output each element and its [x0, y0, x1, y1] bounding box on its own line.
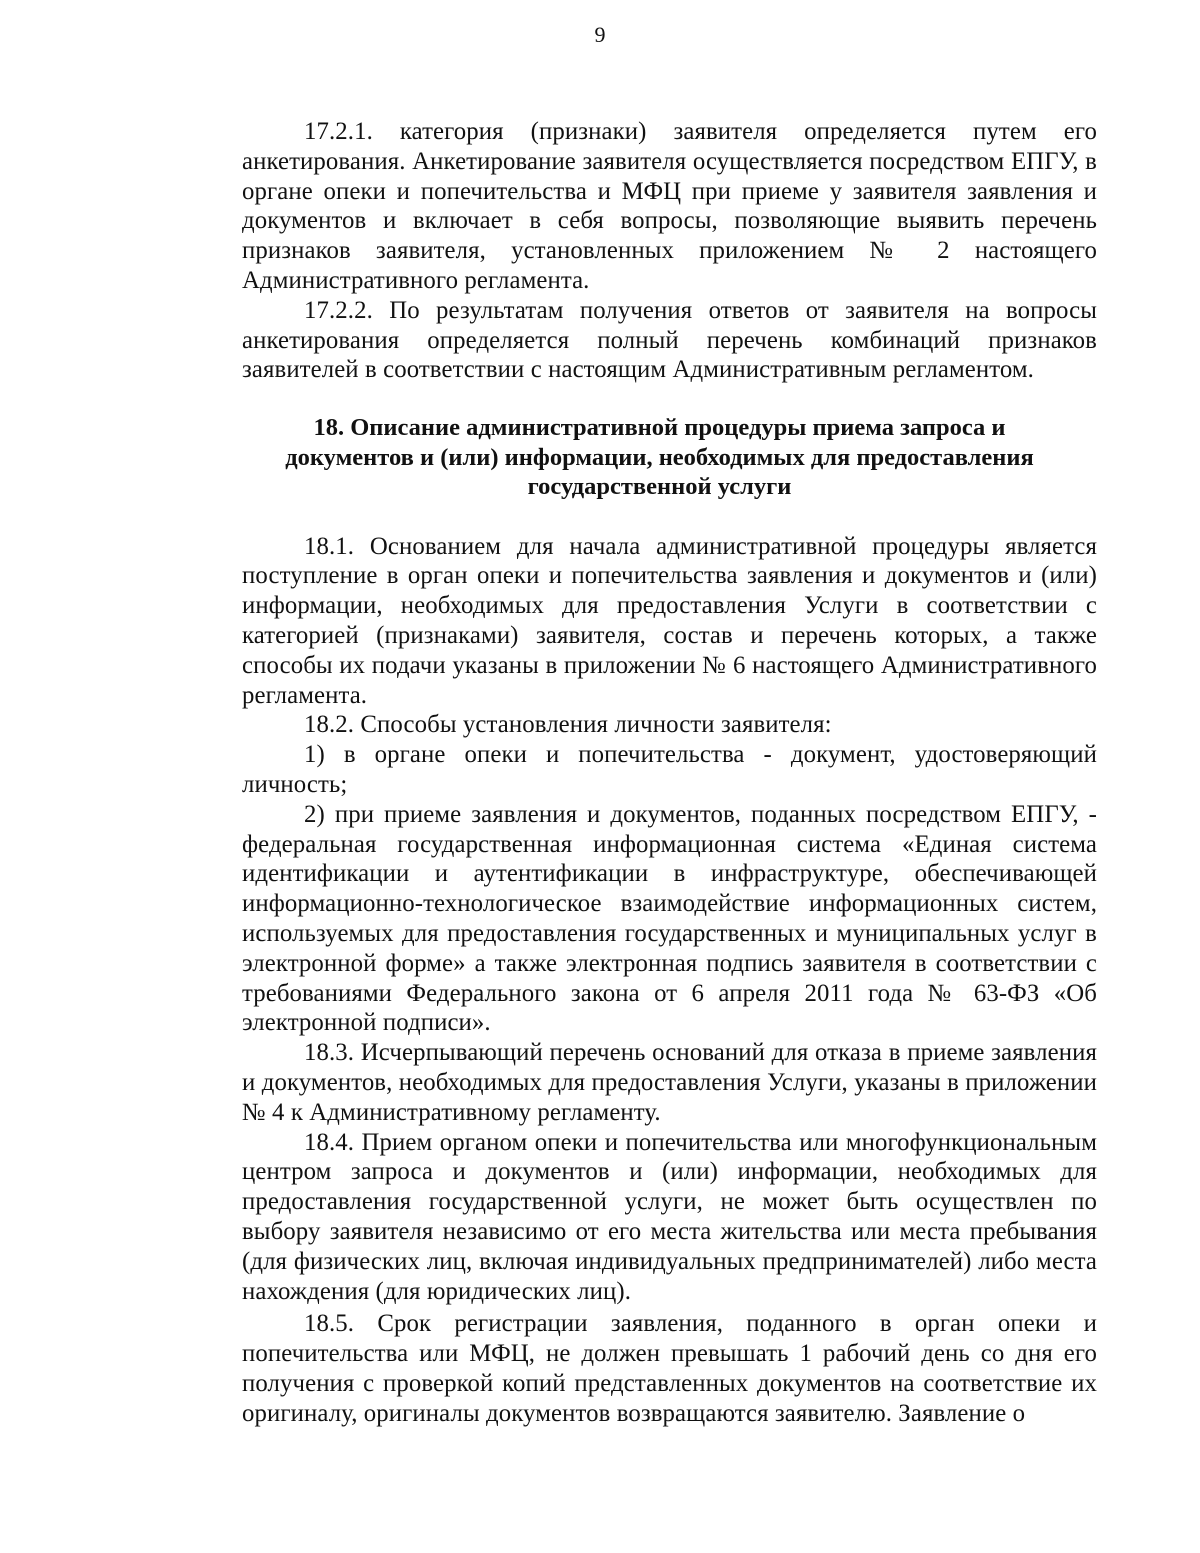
- paragraph-18-2: 18.2. Способы установления личности заявителя:: [304, 711, 832, 739]
- page-number: 9: [594, 22, 606, 47]
- heading-line-2: документов и (или) информации, необходимых для предоставления: [285, 443, 1034, 471]
- paragraph-18-4: 18.4. Прием органом опеки и попечительства или многофункциональным центром запроса и документов и (или) информации, необходимых для предоставления государственной услуги, не может быть осуществлен по выбору заявителя независимо от его места жительства или места пребывания (для физических лиц, включая индивидуальных предпринимателей) либо места нахождения (для юридических лиц).: [242, 1128, 1097, 1305]
- paragraph-18-5: 18.5. Срок регистрации заявления, поданного в орган опеки и попечительства или МФЦ, не должен превышать 1 рабочий день со дня его получения с проверкой копий представленных документов на соответствие их оригиналу, оригиналы документов возвращаются заявителю. Заявление о: [242, 1310, 1097, 1427]
- heading-line-1: 18. Описание административной процедуры приема запроса и: [313, 414, 1006, 442]
- list-item-1: 1) в органе опеки и попечительства - документ, удостоверяющий личность;: [242, 741, 1097, 799]
- list-item-2: 2) при приеме заявления и документов, поданных посредством ЕПГУ, - федеральная государственная информационная система «Единая система идентификации и аутентификации в инфраструктуре, обеспечивающей информационно-технологическое взаимодействие информационных систем, используемых для предоставления государственных и муниципальных услуг в электронной форме» а также электронная подпись заявителя в соответствии с требованиями Федерального закона от 6 апреля 2011 года № 63-ФЗ «Об электронной подписи».: [242, 800, 1097, 1037]
- document-body: [242, 117, 1097, 1429]
- paragraph-17-2-1: 17.2.1. категория (признаки) заявителя определяется путем его анкетирования. Анкетирование заявителя осуществляется посредством ЕПГУ, в органе опеки и попечительства и МФЦ при приеме у заявителя заявления и документов и включает в себя вопросы, позволяющие выявить перечень признаков заявителя, установленных приложением № 2 настоящего Административного регламента.: [242, 118, 1097, 294]
- heading-line-3: государственной услуги: [527, 473, 792, 501]
- paragraph-17-2-2: 17.2.2. По результатам получения ответов от заявителя на вопросы анкетирования определяется полный перечень комбинаций признаков заявителей в соответствии с настоящим Административным регламентом.: [242, 296, 1097, 384]
- paragraph-18-3: 18.3. Исчерпывающий перечень оснований для отказа в приеме заявления и документов, необходимых для предоставления Услуги, указаны в приложении № 4 к Административному регламенту.: [242, 1039, 1097, 1126]
- paragraph-18-1: 18.1. Основанием для начала административной процедуры является поступление в орган опеки и попечительства заявления и документов и (или) информации, необходимых для предоставления Услуги в соответствии с категорией (признаками) заявителя, состав и перечень которых, а также способы их подачи указаны в приложении № 6 настоящего Административного регламента.: [242, 532, 1097, 709]
- section-heading-18: [242, 413, 1097, 502]
